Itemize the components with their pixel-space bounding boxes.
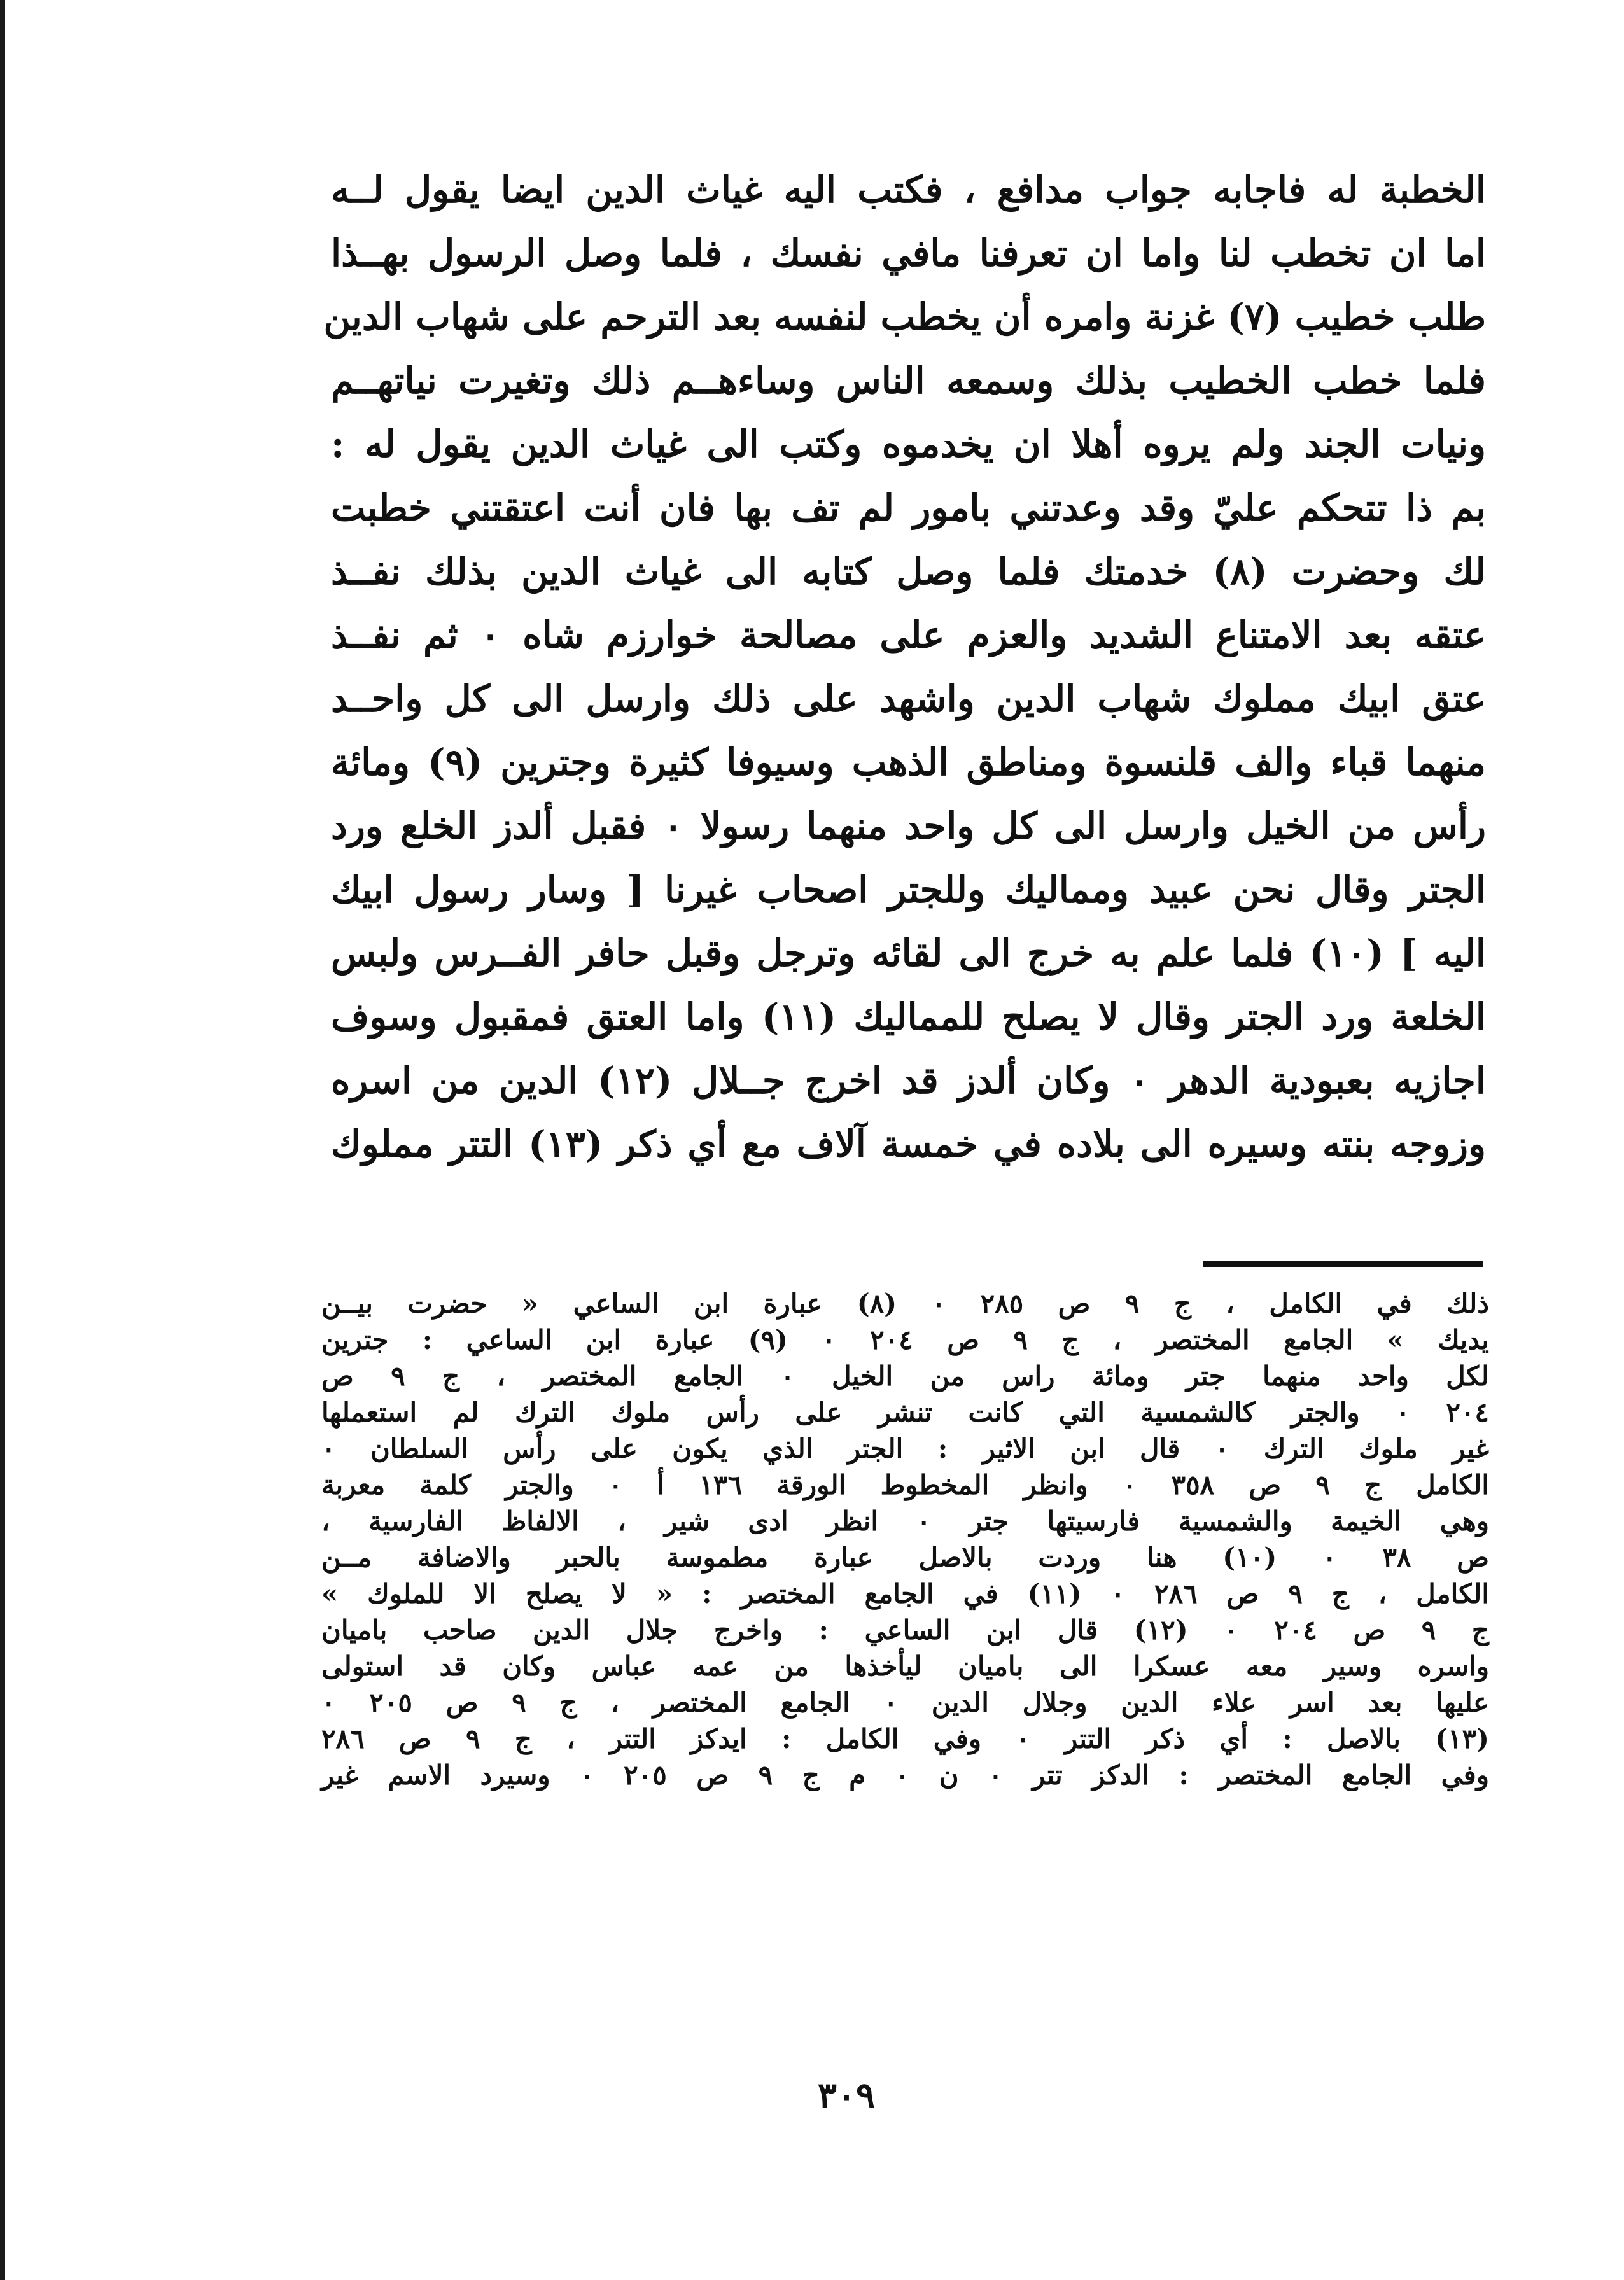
main-text-line: بم ذا تتحكم عليّ وقد وعدتني بامور لم تف بها فان أنت اعتقتني خطبت [331, 486, 1486, 529]
main-text-line: فلما خطب الخطيب بذلك وسمعه الناس وساءهــم ذلك وتغيرت نياتهــم [331, 359, 1486, 402]
footnote-line: وهي الخيمة والشمسية فارسيتها جتر ٠ انظر ادى شير ، الالفاظ الفارسية ، [321, 1506, 1490, 1537]
main-text-line: لك وحضرت (٨) خدمتك فلما وصل كتابه الى غياث الدين بذلك نفــذ [331, 550, 1486, 593]
footnote-line: لكل واحد منهما جتر ومائة راس من الخيل ٠ الجامع المختصر ، ج ٩ ص [321, 1360, 1489, 1392]
footnote-separator-rule [1203, 1261, 1483, 1267]
main-text-line: وزوجه بنته وسيره الى بلاده في خمسة آلاف مع أي ذكر (١٣) التتر مملوك [331, 1123, 1486, 1166]
footnote-line: غير ملوك الترك ٠ قال ابن الاثير : الجتر الذي يكون على رأس السلطان ٠ [321, 1433, 1489, 1464]
footnote-line: وفي الجامع المختصر : الدكز تتر ٠ ن ٠ م ج ٩ ص ٢٠٥ ٠ وسيرد الاسم غير [321, 1759, 1490, 1791]
footnotes-block [321, 1285, 1489, 1793]
main-text-line: عتقه بعد الامتناع الشديد والعزم على مصالحة خوارزم شاه ٠ ثم نفــذ [331, 613, 1486, 657]
page-number: ٣٠٩ [817, 2074, 876, 2116]
main-text-line: اما ان تخطب لنا واما ان تعرفنا مافي نفسك ، فلما وصل الرسول بهــذا [331, 232, 1486, 275]
footnote-line: ذلك في الكامل ، ج ٩ ص ٢٨٥ ٠ (٨) عبارة ابن الساعي « حضرت بيــن [321, 1288, 1490, 1319]
footnote-line: عليها بعد اسر علاء الدين وجلال الدين ٠ الجامع المختصر ، ج ٩ ص ٢٠٥ ٠ [321, 1687, 1490, 1718]
main-text-line: الجتر وقال نحن عبيد ومماليك وللجتر اصحاب غيرنا [ وسار رسول ابيك [331, 868, 1486, 911]
main-text-block [323, 158, 1487, 1176]
footnote-line: ص ٣٨ ٠ (١٠) هنا وردت بالاصل عبارة مطموسة بالحبر والاضافة مــن [321, 1542, 1489, 1573]
scan-left-border [0, 0, 5, 2280]
main-text-line: طلب خطيب (٧) غزنة وامره أن يخطب لنفسه بعد الترحم على شهاب الدين [323, 295, 1486, 339]
footnote-line: ٢٠٤ ٠ والجتر كالشمسية التي كانت تنشر على رأس ملوك الترك لم استعملها [321, 1397, 1489, 1428]
main-text-line: ونيات الجند ولم يروه أهلا ان يخدموه وكتب الى غياث الدين يقول له : [331, 423, 1486, 466]
main-text-line: عتق ابيك مملوك شهاب الدين واشهد على ذلك وارسل الى كل واحــد [331, 677, 1486, 720]
main-text-line: رأس من الخيل وارسل الى كل واحد منهما رسولا ٠ فقبل ألدز الخلع ورد [331, 804, 1486, 848]
footnote-line: (١٣) بالاصل : أي ذكر التتر ٠ وفي الكامل : ايدكز التتر ، ج ٩ ص ٢٨٦ [321, 1723, 1489, 1754]
footnote-line: الكامل ، ج ٩ ص ٢٨٦ ٠ (١١) في الجامع المختصر : « لا يصلح الا للملوك » [321, 1578, 1490, 1609]
footnote-line: الكامل ج ٩ ص ٣٥٨ ٠ وانظر المخطوط الورقة ١٣٦ أ ٠ والجتر كلمة معربة [321, 1469, 1489, 1500]
footnote-line: ج ٩ ص ٢٠٤ ٠ (١٢) قال ابن الساعي : واخرج جلال الدين صاحب باميان [321, 1614, 1490, 1646]
main-text-line: اليه ] (١٠) فلما علم به خرج الى لقائه وترجل وقبل حافر الفــرس ولبس [331, 932, 1486, 975]
footnote-line: واسره وسير معه عسكرا الى باميان ليأخذها من عمه عباس وكان قد استولى [321, 1651, 1489, 1682]
main-text-line: منهما قباء والف قلنسوة ومناطق الذهب وسيوفا كثيرة وجترين (٩) ومائة [331, 741, 1486, 784]
footnote-line: يديك » الجامع المختصر ، ج ٩ ص ٢٠٤ ٠ (٩) عبارة ابن الساعي : جترين [321, 1324, 1489, 1355]
main-text-line: الخلعة ورد الجتر وقال لا يصلح للمماليك (١١) واما العتق فمقبول وسوف [331, 995, 1487, 1039]
main-text-line: الخطبة له فاجابه جواب مدافع ، فكتب اليه غياث الدين ايضا يقول لــه [331, 168, 1486, 211]
main-text-line: اجازيه بعبودية الدهر ٠ وكان ألدز قد اخرج جــلال (١٢) الدين من اسره [331, 1059, 1487, 1102]
